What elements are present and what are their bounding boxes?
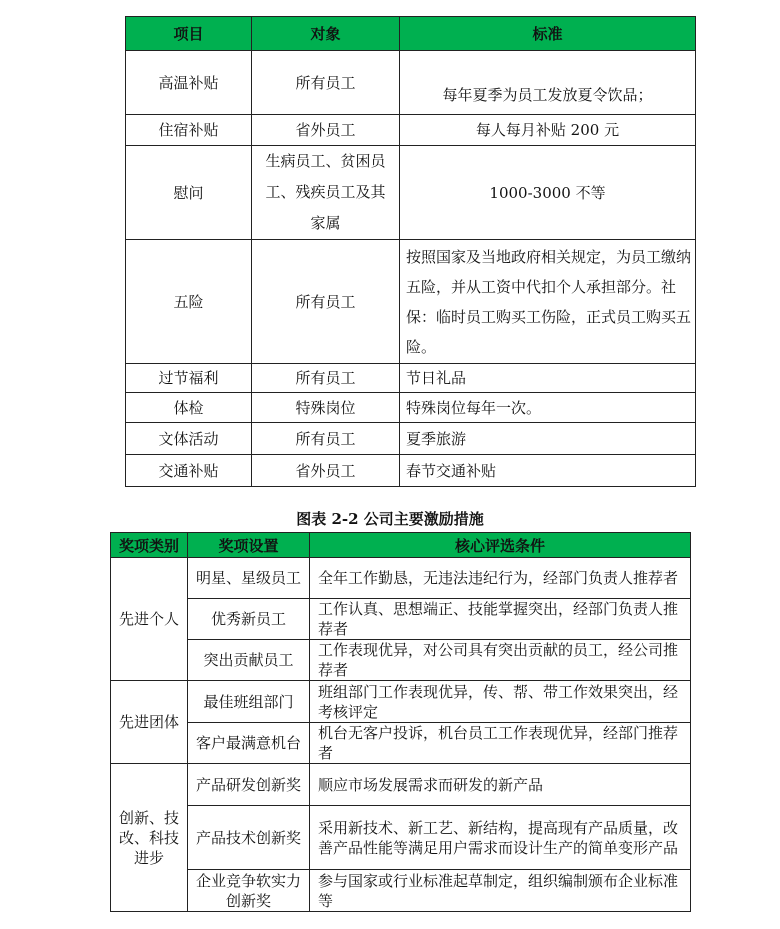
award-cell: 突出贡献员工 xyxy=(188,640,310,681)
table-row xyxy=(126,423,696,455)
table-row xyxy=(126,455,696,487)
target-cell: 特殊岗位 xyxy=(252,393,400,423)
award-cell: 明星、星级员工 xyxy=(188,558,310,599)
target-cell: 生病员工、贫困员工、残疾员工及其家属 xyxy=(252,146,400,240)
target-cell: 省外员工 xyxy=(252,455,400,487)
item-cell: 交通补贴 xyxy=(126,455,252,487)
award-cell: 客户最满意机台 xyxy=(188,723,310,764)
item-cell: 体检 xyxy=(126,393,252,423)
header-award: 奖项设置 xyxy=(188,533,310,558)
category-cell: 创新、技改、科技进步 xyxy=(111,764,188,912)
standard-cell: 按照国家及当地政府相关规定，为员工缴纳五险，并从工资中代扣个人承担部分。社保：临时员工购买工伤险，正式员工购买五险。 xyxy=(400,240,696,364)
standard-cell: 节日礼品 xyxy=(400,364,696,393)
table-row xyxy=(111,558,691,599)
benefits-table xyxy=(125,16,696,487)
award-cell: 产品研发创新奖 xyxy=(188,764,310,806)
header-category: 奖项类别 xyxy=(111,533,188,558)
table-row xyxy=(126,240,696,364)
table-header-row xyxy=(126,17,696,51)
header-condition: 核心评选条件 xyxy=(310,533,691,558)
item-cell: 住宿补贴 xyxy=(126,115,252,146)
item-cell: 高温补贴 xyxy=(126,51,252,115)
target-cell: 所有员工 xyxy=(252,240,400,364)
table-row xyxy=(111,599,691,640)
incentives-table xyxy=(110,532,691,912)
condition-cell: 采用新技术、新工艺、新结构，提高现有产品质量，改善产品性能等满足用户需求而设计生产的简单变形产品 xyxy=(310,806,691,870)
table-row xyxy=(111,806,691,870)
award-cell: 最佳班组部门 xyxy=(188,681,310,723)
award-cell: 优秀新员工 xyxy=(188,599,310,640)
table-header-row xyxy=(111,533,691,558)
item-cell: 五险 xyxy=(126,240,252,364)
table-row xyxy=(111,723,691,764)
table-caption: 图表 2-2 公司主要激励措施 xyxy=(296,510,484,528)
award-cell: 产品技术创新奖 xyxy=(188,806,310,870)
table-row xyxy=(126,51,696,115)
item-cell: 慰问 xyxy=(126,146,252,240)
table-row xyxy=(126,115,696,146)
target-cell: 省外员工 xyxy=(252,115,400,146)
condition-cell: 机台无客户投诉，机台员工工作表现优异，经部门推荐者 xyxy=(310,723,691,764)
standard-cell: 每年夏季为员工发放夏令饮品； xyxy=(400,51,696,115)
condition-cell: 工作表现优异，对公司具有突出贡献的员工，经公司推荐者 xyxy=(310,640,691,681)
table-row xyxy=(111,640,691,681)
table-row xyxy=(111,681,691,723)
target-cell: 所有员工 xyxy=(252,423,400,455)
standard-cell: 每人每月补贴 200 元 xyxy=(400,115,696,146)
table-row xyxy=(126,364,696,393)
header-standard: 标准 xyxy=(400,17,696,51)
table-row xyxy=(111,764,691,806)
target-cell: 所有员工 xyxy=(252,51,400,115)
condition-cell: 班组部门工作表现优异，传、帮、带工作效果突出，经考核评定 xyxy=(310,681,691,723)
standard-cell: 夏季旅游 xyxy=(400,423,696,455)
condition-cell: 工作认真、思想端正、技能掌握突出，经部门负责人推荐者 xyxy=(310,599,691,640)
standard-cell: 1000-3000 不等 xyxy=(400,146,696,240)
table-row xyxy=(126,393,696,423)
standard-cell: 春节交通补贴 xyxy=(400,455,696,487)
table-row xyxy=(126,146,696,240)
condition-cell: 参与国家或行业标准起草制定，组织编制颁布企业标准等 xyxy=(310,870,691,912)
category-cell: 先进个人 xyxy=(111,558,188,681)
award-cell: 企业竞争软实力创新奖 xyxy=(188,870,310,912)
target-cell: 所有员工 xyxy=(252,364,400,393)
condition-cell: 顺应市场发展需求而研发的新产品 xyxy=(310,764,691,806)
standard-cell: 特殊岗位每年一次。 xyxy=(400,393,696,423)
item-cell: 过节福利 xyxy=(126,364,252,393)
category-cell: 先进团体 xyxy=(111,681,188,764)
item-cell: 文体活动 xyxy=(126,423,252,455)
header-target: 对象 xyxy=(252,17,400,51)
header-item: 项目 xyxy=(126,17,252,51)
table-row xyxy=(111,870,691,912)
condition-cell: 全年工作勤恳，无违法违纪行为，经部门负责人推荐者 xyxy=(310,558,691,599)
